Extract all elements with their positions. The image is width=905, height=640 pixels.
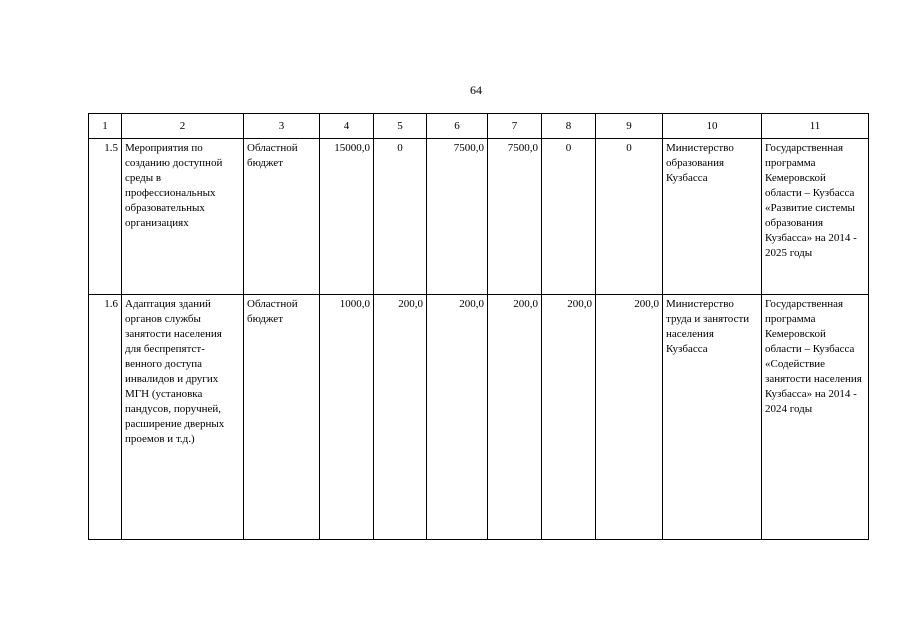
table-row: [89, 139, 869, 295]
activity-name: Мероприятия по созданию доступной среды в профессиональных образовательных организациях: [122, 139, 244, 295]
page-number: 64: [470, 83, 482, 97]
amount-col-9: 200,0: [596, 295, 663, 540]
header-cell-4: 4: [320, 114, 374, 139]
table-header-row: [89, 114, 869, 139]
amount-col-7: 7500,0: [488, 139, 542, 295]
row-id: 1.5: [89, 139, 122, 295]
executor: Министерство образования Кузбасса: [663, 139, 762, 295]
amount-col-7: 200,0: [488, 295, 542, 540]
header-cell-1: 1: [89, 114, 122, 139]
amount-col-4: 1000,0: [320, 295, 374, 540]
amount-col-6: 7500,0: [427, 139, 488, 295]
amount-col-8: 200,0: [542, 295, 596, 540]
header-cell-3: 3: [244, 114, 320, 139]
header-cell-5: 5: [374, 114, 427, 139]
amount-col-9: 0: [596, 139, 663, 295]
header-cell-11: 11: [762, 114, 869, 139]
state-program: Государственная программа Кемеровской области – Кузбасса «Развитие системы образования Кузбасса» на 2014 - 2025 годы: [762, 139, 869, 295]
table-row: [89, 295, 869, 540]
executor: Министерство труда и занятости населения Кузбасса: [663, 295, 762, 540]
header-cell-8: 8: [542, 114, 596, 139]
state-program: Государственная программа Кемеровской области – Кузбасса «Содействие занятости населения Кузбасса» на 2014 - 2024 годы: [762, 295, 869, 540]
amount-col-4: 15000,0: [320, 139, 374, 295]
funding-source: Областной бюджет: [244, 139, 320, 295]
amount-col-6: 200,0: [427, 295, 488, 540]
amount-col-5: 200,0: [374, 295, 427, 540]
header-cell-10: 10: [663, 114, 762, 139]
amount-col-5: 0: [374, 139, 427, 295]
row-id: 1.6: [89, 295, 122, 540]
activity-name: Адаптация зданий органов службы занятости населения для беспрепятст-венного доступа инвалидов и других МГН (установка пандусов, поручней, расширение дверных проемов и т.д.): [122, 295, 244, 540]
header-cell-6: 6: [427, 114, 488, 139]
header-cell-9: 9: [596, 114, 663, 139]
header-cell-7: 7: [488, 114, 542, 139]
header-cell-2: 2: [122, 114, 244, 139]
funding-source: Областной бюджет: [244, 295, 320, 540]
program-table: [88, 113, 869, 540]
amount-col-8: 0: [542, 139, 596, 295]
